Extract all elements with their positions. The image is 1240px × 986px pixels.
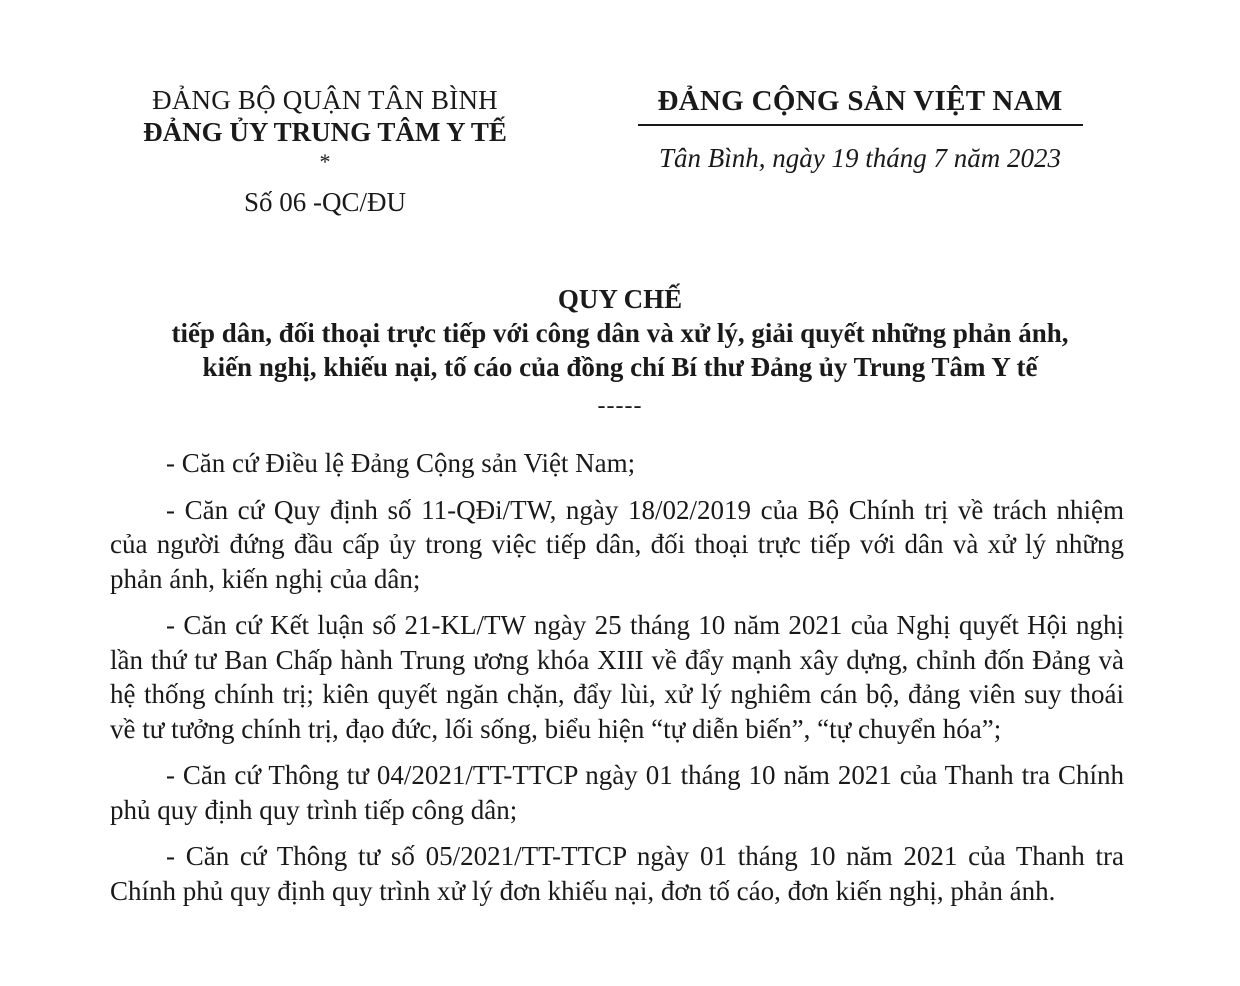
issuing-authority-block [100,84,550,218]
document-title-block [110,282,1130,420]
underline-rule [638,124,1083,126]
document-number: Số 06 -QC/ĐU [243,187,406,217]
title-separator: ----- [597,393,643,419]
national-header-block [620,84,1100,174]
party-name: ĐẢNG CỘNG SẢN VIỆT NAM [657,85,1063,117]
body-paragraph: - Căn cứ Thông tư 04/2021/TT-TTCP ngày 01 tháng 10 năm 2021 của Thanh tra Chính phủ quy định quy trình tiếp công dân; [110,760,1124,825]
issuing-organization: ĐẢNG ỦY TRUNG TÂM Y TẾ [143,117,507,147]
document-body [110,446,1124,920]
body-paragraph: - Căn cứ Thông tư số 05/2021/TT-TTCP ngày 01 tháng 10 năm 2021 của Thanh tra Chính phủ quy định quy trình xử lý đơn khiếu nại, đơn tố cáo, đơn kiến nghị, phản ánh. [110,841,1124,906]
body-paragraph: - Căn cứ Quy định số 11-QĐi/TW, ngày 18/02/2019 của Bộ Chính trị về trách nhiệm của người đứng đầu cấp ủy trong việc tiếp dân, đối thoại trực tiếp với dân và xử lý những phản ánh, kiến nghị của dân; [110,494,1124,594]
place-and-date: Tân Bình, ngày 19 tháng 7 năm 2023 [659,143,1061,173]
body-paragraph: - Căn cứ Kết luận số 21-KL/TW ngày 25 tháng 10 năm 2021 của Nghị quyết Hội nghị lần thứ tư Ban Chấp hành Trung ương khóa XIII về đẩy mạnh xây dựng, chỉnh đốn Đảng và hệ thống chính trị; kiên quyết ngăn chặn, đẩy lùi, xử lý nghiêm cán bộ, đảng viên suy thoái về tư tưởng chính trị, đạo đức, lối sống, biểu hiện “tự diễn biến”, “tự chuyển hóa”; [110,610,1124,744]
document-subtitle-line-2: kiến nghị, khiếu nại, tố cáo của đồng chí Bí thư Đảng ủy Trung Tâm Y tế [202,352,1038,382]
document-subtitle-line-1: tiếp dân, đối thoại trực tiếp với công dân và xử lý, giải quyết những phản ánh, [171,318,1069,348]
parent-organization: ĐẢNG BỘ QUẬN TÂN BÌNH [152,85,498,115]
body-paragraph: - Căn cứ Điều lệ Đảng Cộng sản Việt Nam; [166,448,636,478]
document-type: QUY CHẾ [557,284,683,314]
star-separator: * [319,149,331,174]
